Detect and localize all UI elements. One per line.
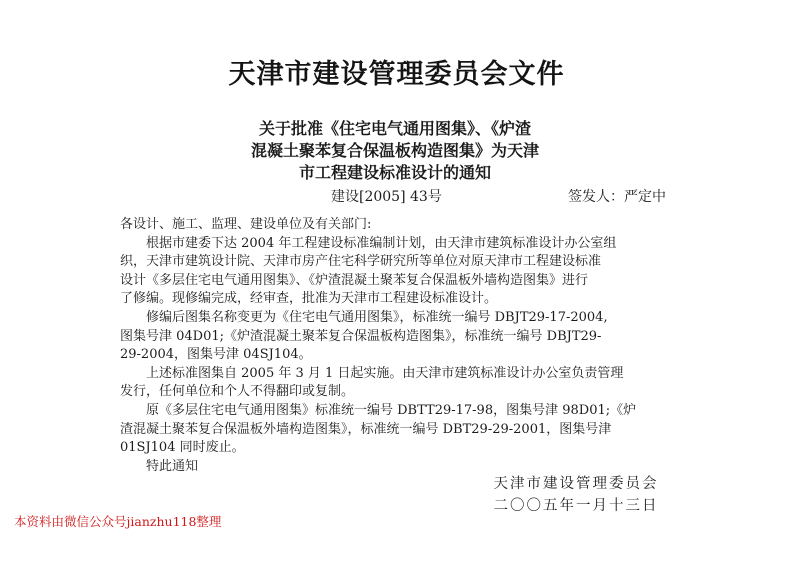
- notice-title-line: 混凝土聚苯复合保温板构造图集》为天津: [250, 141, 539, 160]
- document-number: 建设[2005] 43号: [331, 189, 442, 205]
- body-line: 了修编。现修编完成，经审查，批准为天津市工程建设标准设计。: [120, 291, 498, 307]
- body-line: 织，天津市建筑设计院、天津市房产住宅科学研究所等单位对原天津市工程建设标准: [120, 254, 602, 270]
- body-line: 特此通知: [146, 458, 199, 474]
- notice-title: [150, 118, 640, 184]
- watermark-note: 本资料由微信公众号jianzhu118整理: [14, 514, 222, 529]
- body-line: 渣混凝土聚苯复合保温板外墙构造图集》，标准统一编号 DBT29-29-2001，图集号津: [120, 421, 612, 437]
- body-line: 29-2004，图集号津 04SJ104。: [120, 347, 312, 363]
- issue-date: 二〇〇五年一月十三日: [493, 498, 659, 514]
- body-line: 修编后图集名称变更为《住宅电气通用图集》，标准统一编号 DBJT29-17-2004,: [146, 309, 608, 325]
- document-header-title: 天津市建设管理委员会文件: [228, 59, 565, 90]
- body-line: 图集号津 04D01;《炉渣混凝土聚苯复合保温板构造图集》，标准统一编号 DBJT29-: [120, 328, 602, 344]
- body-paragraphs: [120, 235, 680, 477]
- issuer-block: [486, 473, 666, 517]
- body-line: 根据市建委下达 2004 年工程建设标准编制计划，由天津市建筑标准设计办公室组: [146, 235, 617, 251]
- notice-body: [120, 216, 680, 476]
- notice-title-line: 关于批准《住宅电气通用图集》、《炉渣: [258, 119, 531, 138]
- notice-title-line: 市工程建设标准设计的通知: [298, 163, 491, 182]
- body-line: 设计《多层住宅电气通用图集》、《炉渣混凝土聚苯复合保温板外墙构造图集》进行: [120, 272, 589, 288]
- body-line: 01SJ104 同时废止。: [120, 440, 245, 456]
- signer: 签发人：严定中: [568, 189, 666, 205]
- body-line: 上述标准图集自 2005 年 3 月 1 日起实施。由天津市建筑标准设计办公室负责管理: [146, 365, 624, 381]
- body-line: 原《多层住宅电气通用图集》标准统一编号 DBTT29-17-98，图集号津 98D01;《炉: [146, 402, 637, 418]
- body-line: 发行，任何单位和个人不得翻印或复制。: [120, 384, 355, 400]
- issuer-name: 天津市建设管理委员会: [493, 476, 659, 492]
- addressee: 各设计、施工、监理、建设单位及有关部门:: [120, 217, 372, 232]
